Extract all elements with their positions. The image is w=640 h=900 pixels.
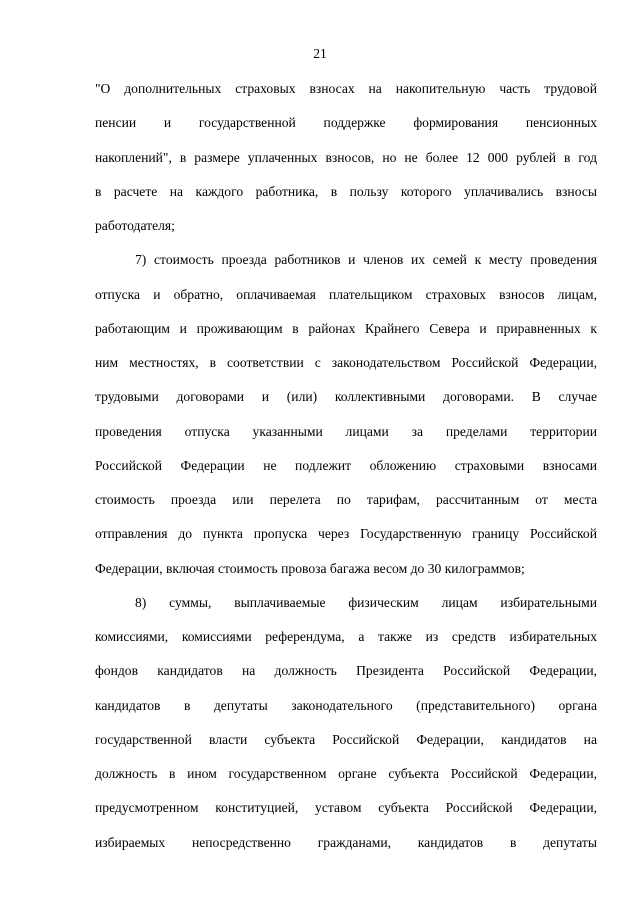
text-line: избираемых непосредственно гражданами, кандидатов в депутаты [95,834,597,850]
text-line: стоимость проезда или перелета по тарифам, рассчитанным от места [95,492,597,507]
text-line: "О дополнительных страховых взносах на накопительную часть трудовой [95,81,597,96]
text-line: фондов кандидатов на должность Президента Российской Федерации, [95,663,597,679]
page-number: 21 [313,46,327,61]
text-line: ним местностях, в соответствии с законодательством Российской Федерации, [95,355,597,370]
text-line: в расчете на каждого работника, в пользу которого уплачивались взносы [95,183,597,199]
text-line: Федерации, включая стоимость провоза багажа весом до 30 килограммов; [95,560,525,576]
text-line: накоплений", в размере уплаченных взносов, но не более 12 000 рублей в год [95,149,597,165]
document-body [95,79,597,867]
text-line: отпуска и обратно, оплачиваемая плательщиком страховых взносов лицам, [95,286,597,302]
text-line: кандидатов в депутаты законодательного (представительного) органа [95,697,597,713]
text-line: проведения отпуска указанными лицами за пределами территории [95,423,597,439]
text-line: комиссиями, комиссиями референдума, а также из средств избирательных [95,629,597,644]
text-line: отправления до пункта пропуска через Государственную границу Российской [95,526,597,542]
text-line: трудовыми договорами и (или) коллективными договорами. В случае [95,389,597,405]
text-line: работающим и проживающим в районах Крайнего Севера и приравненных к [95,320,597,336]
text-line: 7) стоимость проезда работников и членов их семей к месту проведения [135,252,597,268]
text-line: должность в ином государственном органе субъекта Российской Федерации, [95,766,597,781]
text-line: Российской Федерации не подлежит обложению страховыми взносами [95,457,597,473]
text-line: работодателя; [95,218,175,233]
text-line: государственной власти субъекта Российской Федерации, кандидатов на [95,731,597,747]
text-line: предусмотренном конституцией, уставом субъекта Российской Федерации, [95,800,597,816]
text-line: пенсии и государственной поддержке формирования пенсионных [95,115,597,131]
text-line: 8) суммы, выплачиваемые физическим лицам избирательными [135,594,597,610]
